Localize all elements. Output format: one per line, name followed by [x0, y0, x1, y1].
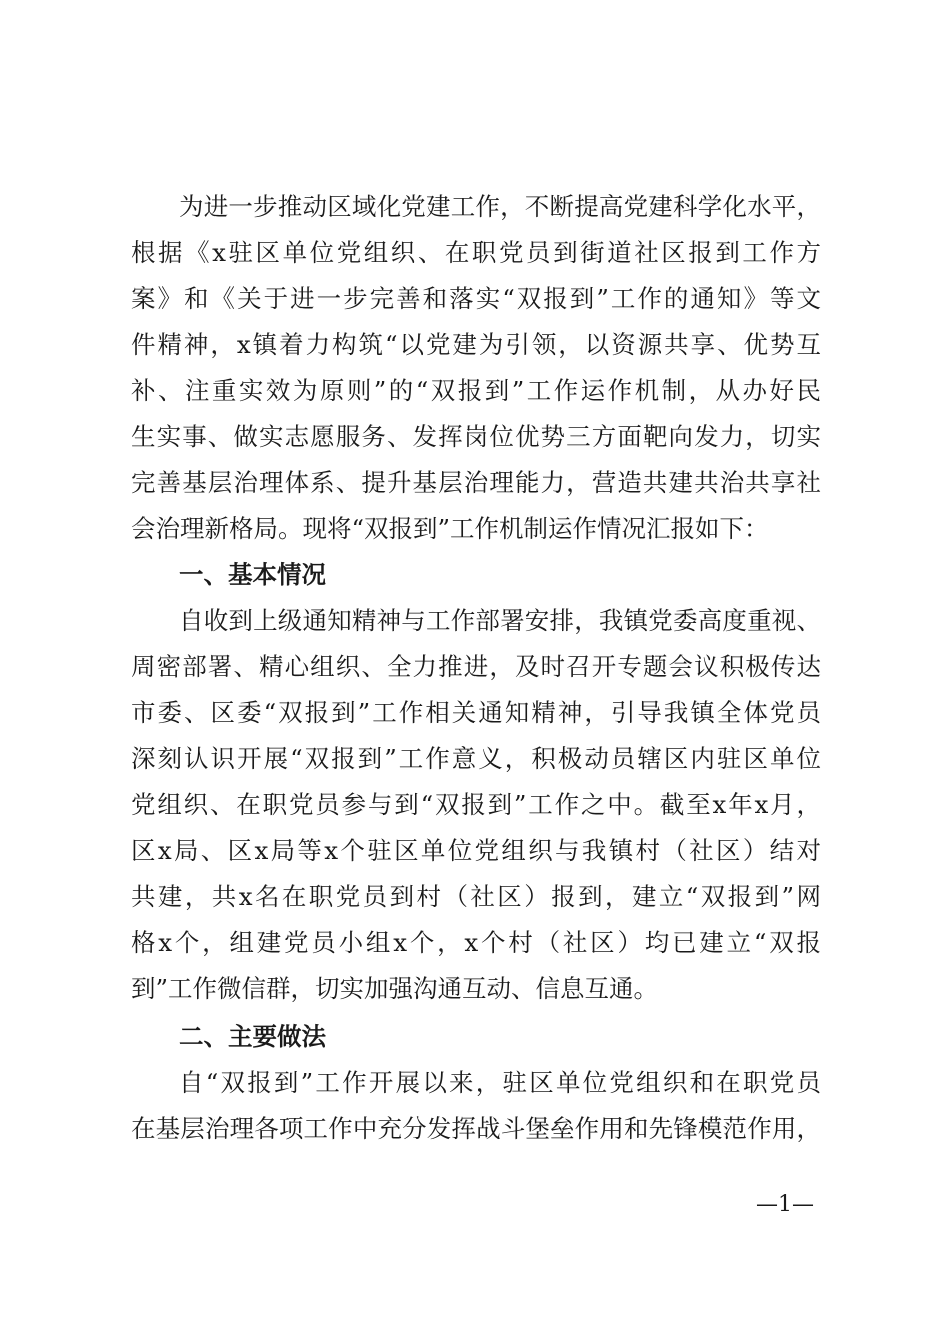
paragraph-line: 周密部署、精心组织、全力推进，及时召开专题会议积极传达 [131, 652, 821, 681]
paragraph-line: 自收到上级通知精神与工作部署安排，我镇党委高度重视、 [179, 606, 821, 635]
paragraph-line: 完善基层治理体系、提升基层治理能力，营造共建共治共享社 [131, 468, 821, 497]
paragraph-line: 市委、区委“双报到”工作相关通知精神，引导我镇全体党员 [131, 698, 821, 727]
paragraph-line: 格x个，组建党员小组x个，x个村（社区）均已建立“双报 [131, 928, 821, 957]
paragraph-line: 在基层治理各项工作中充分发挥战斗堡垒作用和先锋模范作用， [131, 1114, 821, 1143]
paragraph-line: 党组织、在职党员参与到“双报到”工作之中。截至x年x月， [131, 790, 821, 819]
paragraph-line: 件精神，x镇着力构筑“以党建为引领，以资源共享、优势互 [131, 330, 821, 359]
page-number: —1— [756, 1192, 814, 1217]
paragraph-line: 共建，共x名在职党员到村（社区）报到，建立“双报到”网 [131, 882, 821, 911]
paragraph-line: 深刻认识开展“双报到”工作意义，积极动员辖区内驻区单位 [131, 744, 821, 773]
paragraph-line: 生实事、做实志愿服务、发挥岗位优势三方面靶向发力，切实 [131, 422, 821, 451]
section-heading: 一、基本情况 [179, 560, 326, 589]
paragraph-line: 补、注重实效为原则”的“双报到”工作运作机制，从办好民 [131, 376, 821, 405]
paragraph-line: 为进一步推动区域化党建工作，不断提高党建科学化水平， [179, 192, 821, 221]
paragraph-line: 自“双报到”工作开展以来，驻区单位党组织和在职党员 [179, 1068, 821, 1097]
paragraph-line: 会治理新格局。现将“双报到”工作机制运作情况汇报如下： [131, 514, 769, 543]
paragraph-line: 根据《x驻区单位党组织、在职党员到街道社区报到工作方 [131, 238, 821, 267]
paragraph-line: 到”工作微信群，切实加强沟通互动、信息互通。 [131, 974, 659, 1003]
paragraph-line: 区x局、区x局等x个驻区单位党组织与我镇村（社区）结对 [131, 836, 821, 865]
section-heading: 二、主要做法 [179, 1022, 326, 1051]
paragraph-line: 案》和《关于进一步完善和落实“双报到”工作的通知》等文 [131, 284, 821, 313]
